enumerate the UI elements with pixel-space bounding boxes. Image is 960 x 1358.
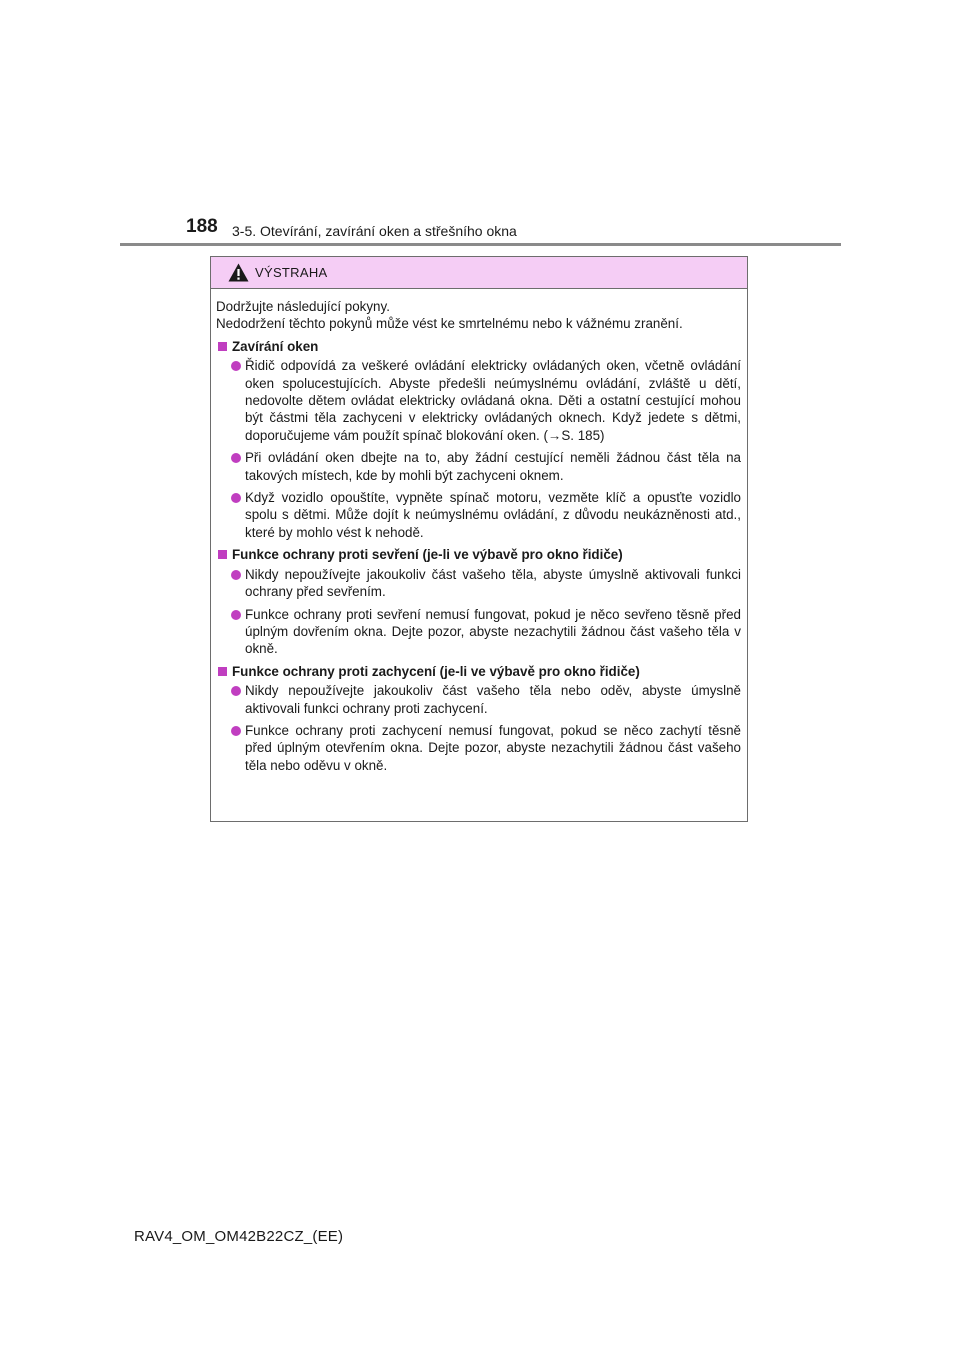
intro-line: Dodržujte následující pokyny. bbox=[216, 299, 390, 314]
intro-line: Nedodržení těchto pokynů může vést ke smrtelnému nebo k vážnému zranění. bbox=[216, 316, 683, 332]
list-item-text: Funkce ochrany proti sevření nemusí fungovat, pokud je něco sevřeno těsně před úplným dovřením okna. Dejte pozor, abyste nezachytili žádnou část vašeho těla v okně. bbox=[245, 606, 741, 657]
warning-intro bbox=[216, 298, 741, 333]
list-item bbox=[216, 682, 741, 717]
section-title: 3-5. Otevírání, zavírání oken a střešního okna bbox=[232, 223, 517, 239]
list-item-text: Nikdy nepoužívejte jakoukoliv část vašeho těla nebo oděv, abyste úmyslně aktivovali funkci ochrany proti zachycení. bbox=[245, 683, 741, 716]
section-jam-protection bbox=[216, 546, 741, 657]
circle-bullet-icon bbox=[231, 726, 241, 736]
section-heading bbox=[216, 663, 741, 680]
circle-bullet-icon bbox=[231, 453, 241, 463]
list-item-text: Řidič odpovídá za veškeré ovládání elektricky ovládaných oken, včetně ovládání oken spolucestujících. Abyste předešli neúmyslnému ovládání, zvláště u dětí, nedovolte dětem ovládat elektricky ovládaná okna. Děti a ostatní cestující mohou být částmi těla zachyceni v elektricky ovládaných oknech. Když jedete s dětmi, doporučujeme vám použít spínač blokování oken. (→S. 185) bbox=[245, 358, 741, 443]
list-item-text: Když vozidlo opouštíte, vypněte spínač motoru, vezměte klíč a opusťte vozidlo spolu s dětmi. Může dojít k neúmyslnému ovládání, z důvodu neukázněnosti atd., které by mohlo vést k nehodě. bbox=[245, 490, 741, 540]
circle-bullet-icon bbox=[231, 570, 241, 580]
list-item bbox=[216, 566, 741, 601]
warning-box bbox=[210, 256, 748, 822]
list-item bbox=[216, 489, 741, 541]
section-heading-text: Funkce ochrany proti zachycení (je-li ve výbavě pro okno řidiče) bbox=[232, 663, 640, 679]
section-heading bbox=[216, 338, 741, 355]
list-item-text: Při ovládání oken dbejte na to, aby žádní cestující neměli žádnou část těla na takových místech, kde by mohli být zachyceni oknem. bbox=[245, 450, 741, 483]
section-closing-windows bbox=[216, 338, 741, 541]
list-item-text: Funkce ochrany proti zachycení nemusí fungovat, pokud se něco zachytí těsně před úplným otevřením okna. Dejte pozor, abyste nezachytili žádnou část vašeho těla nebo oděvu v okně. bbox=[245, 722, 741, 773]
circle-bullet-icon bbox=[231, 686, 241, 696]
list-item bbox=[216, 722, 741, 774]
warning-body bbox=[211, 289, 747, 774]
document-code: RAV4_OM_OM42B22CZ_(EE) bbox=[134, 1228, 344, 1245]
section-heading-text: Funkce ochrany proti sevření (je-li ve výbavě pro okno řidiče) bbox=[232, 547, 623, 563]
square-bullet-icon bbox=[218, 342, 227, 351]
square-bullet-icon bbox=[218, 550, 227, 559]
section-heading-text: Zavírání oken bbox=[232, 338, 319, 354]
circle-bullet-icon bbox=[231, 361, 241, 371]
section-catch-protection bbox=[216, 663, 741, 774]
list-item bbox=[216, 449, 741, 484]
circle-bullet-icon bbox=[231, 610, 241, 620]
page-number: 188 bbox=[186, 216, 218, 237]
circle-bullet-icon bbox=[231, 493, 241, 503]
warning-triangle-icon bbox=[228, 263, 249, 282]
list-item bbox=[216, 606, 741, 658]
header-divider bbox=[120, 243, 841, 246]
warning-header bbox=[211, 257, 747, 289]
list-item bbox=[216, 357, 741, 444]
warning-title: VÝSTRAHA bbox=[255, 265, 328, 280]
square-bullet-icon bbox=[218, 667, 227, 676]
list-item-text: Nikdy nepoužívejte jakoukoliv část vašeho těla, abyste úmyslně aktivovali funkci ochrany před sevřením. bbox=[245, 566, 741, 600]
section-heading bbox=[216, 546, 741, 563]
